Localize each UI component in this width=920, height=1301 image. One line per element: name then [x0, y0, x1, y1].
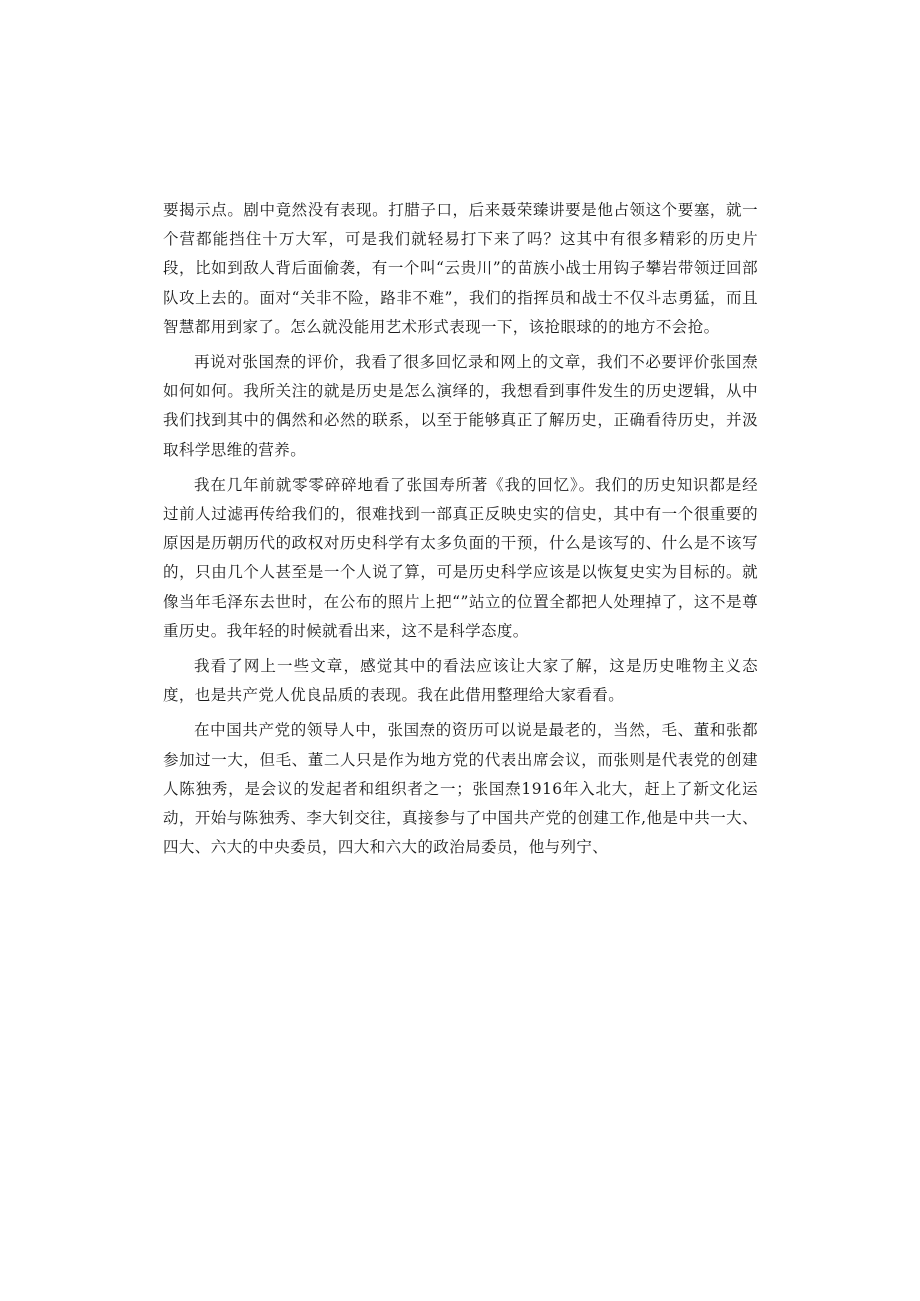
paragraph-5: 在中国共产党的领导人中，张国焘的资历可以说是最老的，当然，毛、董和张都参加过一大，但毛、董二人只是作为地方党的代表出席会议，而张则是代表党的创建人陈独秀，是会议的发起者和组织者之一；张国焘1916年入北大，赶上了新文化运动，开始与陈独秀、李大钊交往，真接参与了中国共产党的创建工作,他是中共一大、四大、六大的中央委员，四大和六大的政治局委员，他与列宁、: [163, 721, 758, 857]
paragraph-2: 再说对张国焘的评价，我看了很多回忆录和网上的文章，我们不必要评价张国焘如何如何。我所关注的就是历史是怎么演绎的，我想看到事件发生的历史逻辑，从中我们找到其中的偶然和必然的联系，以至于能够真正了解历史，正确看待历史，并汲取科学思维的营养。: [163, 353, 758, 459]
paragraph-1: 要揭示点。剧中竟然没有表现。打腊子口，后来聂荣臻讲要是他占领这个要塞，就一个营都能挡住十万大军，可是我们就轻易打下来了吗？这其中有很多精彩的历史片段，比如到敌人背后面偷袭，有一个叫“云贵川”的苗族小战士用钩子攀岩带领迂回部队攻上去的。面对“关非不险，路非不难”，我们的指挥员和战士不仅斗志勇猛，而且智慧都用到家了。怎么就没能用艺术形式表现一下，该抢眼球的的地方不会抢。: [163, 201, 758, 336]
paragraph-4: 我看了网上一些文章，感觉其中的看法应该让大家了解，这是历史唯物主义态度，也是共产党人优良品质的表现。我在此借用整理给大家看看。: [163, 657, 758, 705]
document-body: [163, 196, 758, 868]
paragraph-3: 我在几年前就零零碎碎地看了张国寿所著《我的回忆》。我们的历史知识都是经过前人过滤再传给我们的，很难找到一部真正反映史实的信史，其中有一个很重要的原因是历朝历代的政权对历史科学有太多负面的干预，什么是该写的、什么是不该写的，只由几个人甚至是一个人说了算，可是历史科学应该是以恢复史实为目标的。就像当年毛泽东去世时，在公布的照片上把“”站立的位置全都把人处理掉了，这不是尊重历史。我年轻的时候就看出来，这不是科学态度。: [163, 475, 758, 640]
